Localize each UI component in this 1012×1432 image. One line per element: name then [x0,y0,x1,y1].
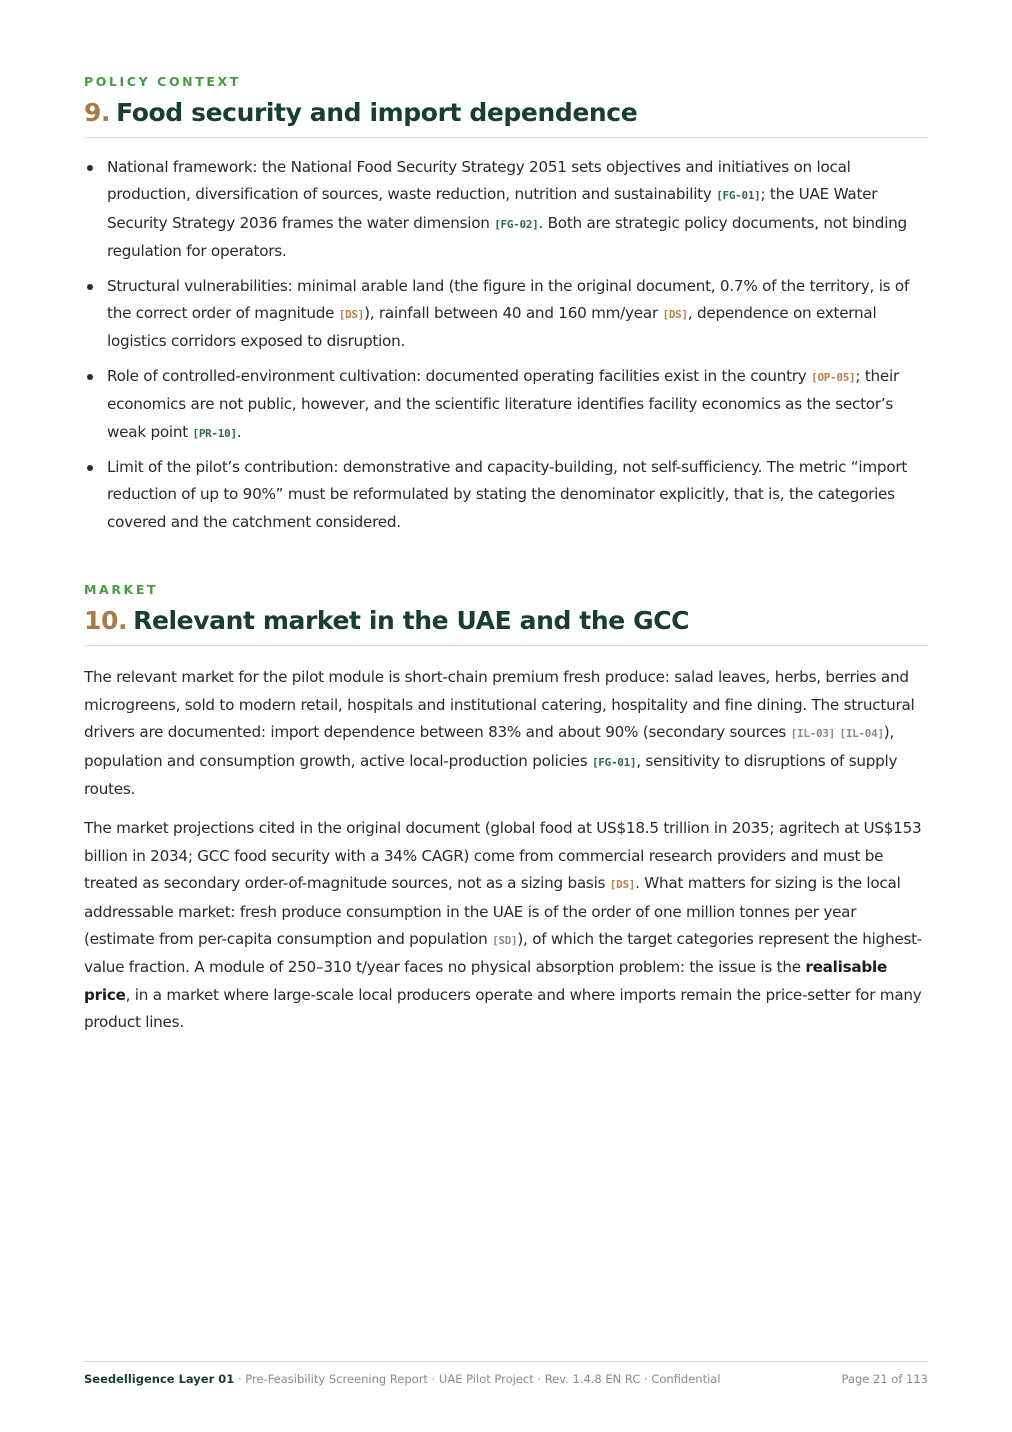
bullet-item [84,273,928,356]
footer-document-info: · Pre-Feasibility Screening Report · UAE Pilot Project · Rev. 1.4.8 EN RC · Confidential [234,1372,721,1386]
body-paragraph [84,664,928,803]
page-content [84,74,928,1049]
bullet-text: National framework: the National Food Security Strategy 2051 sets objectives and initiatives on local production, diversification of sources, waste reduction, nutrition and sustainability [107,158,851,204]
bullet-dot-icon [87,374,93,380]
bullet-dot-icon [87,465,93,471]
reference-tag: [PR-10] [192,426,237,440]
bullet-dot-icon [87,165,93,171]
page-number: Page 21 of 113 [841,1372,928,1386]
paragraph-text: , in a market where large-scale local producers operate and where imports remain the price-setter for many product lines. [84,985,922,1032]
bullet-list [84,154,928,536]
bullet-text: Role of controlled-environment cultivation: documented operating facilities exist in the country [107,366,812,385]
bullet-text: Structural vulnerabilities: minimal arable land (the figure in the original document, 0.7% of the territory, is of the correct order of magnitude [107,276,910,323]
bullet-text: , dependence on external logistics corridors exposed to disruption. [107,304,877,351]
paragraph-text: ), population and consumption growth, active local-production policies [84,723,895,770]
paragraph-text: , sensitivity to disruptions of supply routes. [84,751,898,798]
footer-meta [84,1372,721,1386]
reference-tag: [FG-01] [591,755,637,769]
reference-tag: [OP-05] [811,370,856,384]
bullet-text: . Both are strategic policy documents, not binding regulation for operators. [107,213,907,261]
bullet-text: Limit of the pilot’s contribution: demonstrative and capacity-building, not self-sufficiency. The metric “import reduction of up to 90%” must be reformulated by stating the denominator explicitly, that is, the categories covered and the catchment considered. [107,458,908,531]
reference-tag: [DS] [609,878,636,892]
bullet-text: ; the UAE Water Security Strategy 2036 frames the water dimension [107,185,878,232]
section-heading [84,98,928,138]
section-title: Relevant market in the UAE and the GCC [133,606,690,636]
reference-tag: [FG-01] [716,189,761,203]
emphasis-text: realisable price [84,958,888,1004]
footer-brand: Seedelligence Layer 01 [84,1372,235,1386]
paragraph-text: . What matters for sizing is the local addressable market: fresh produce consumption in the UAE is of the order of one million tonnes per year (estimate from per-capita consumption and population [84,874,901,948]
reference-tag: [IL-04] [839,727,884,741]
paragraph-text: The market projections cited in the original document (global food at US$18.5 trillion in 2035; agritech at US$153 billion in 2034; GCC food security with a 34% CAGR) come from commercial research providers and must be treated as secondary order-of-magnitude sources, not as a sizing basis [84,819,922,893]
paragraph-text: The relevant market for the pilot module is short-chain premium fresh produce: salad leaves, herbs, berries and microgreens, sold to modern retail, hospitals and institutional catering, hospitality and fine dining. The structural drivers are documented: import dependence between 83% and about 90% (secondary sources [84,668,915,742]
section-number: 10. [84,606,128,636]
reference-tag: [FG-02] [494,217,539,231]
bullet-text: ; their economics are not public, however, and the scientific literature identifies facility economics as the sector’s weak point [107,366,899,441]
bullet-item [84,454,928,536]
bullet-item [84,154,928,266]
reference-tag: [DS] [662,308,688,322]
section-kicker: MARKET [84,582,159,598]
reference-tag: [SD] [492,933,518,947]
section-title: Food security and import dependence [116,98,638,127]
section-number: 9. [84,98,111,127]
bullet-item [84,363,928,447]
bullet-text: . [236,422,242,441]
section-kicker: POLICY CONTEXT [84,74,241,89]
body-paragraph [84,815,928,1036]
reference-tag: [IL-03] [790,727,835,741]
bullet-text: ), rainfall between 40 and 160 mm/year [364,304,663,323]
page-footer [84,1361,928,1386]
section-heading [84,606,928,646]
paragraph-text: ), of which the target categories represent the highest-value fraction. A module of 250–310 t/year faces no physical absorption problem: the issue is the [84,929,923,977]
reference-tag: [DS] [338,308,365,322]
bullet-dot-icon [87,284,93,290]
